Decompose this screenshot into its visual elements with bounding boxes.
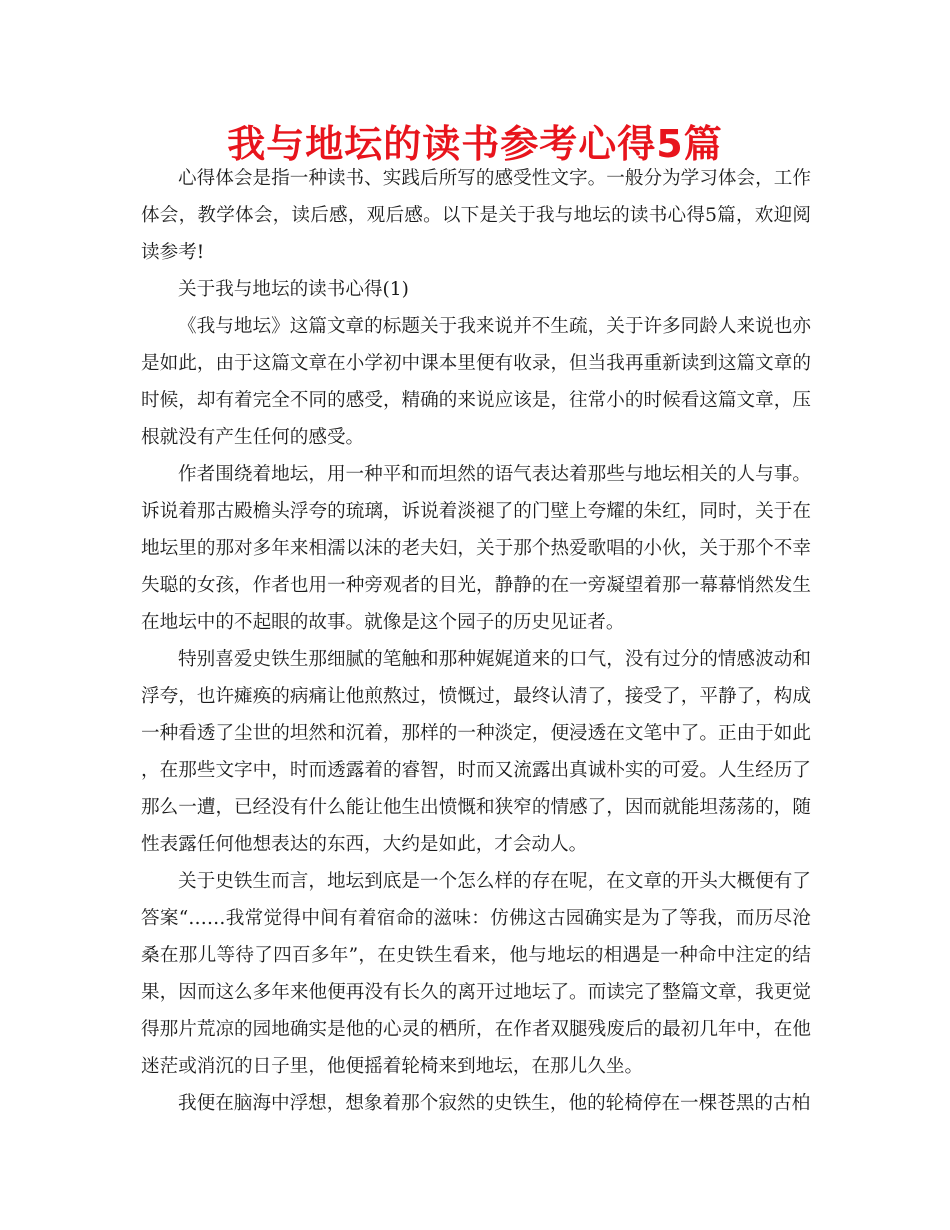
- intro-paragraph: 心得体会是指一种读书、实践后所写的感受性文字。一般分为学习体会，工作体会，教学体会，读后感，观后感。以下是关于我与地坛的读书心得5篇，欢迎阅读参考!: [141, 168, 811, 263]
- body-paragraph: 作者围绕着地坛，用一种平和而坦然的语气表达着那些与地坛相关的人与事。诉说着那古殿檐头浮夸的琉璃，诉说着淡褪了的门壁上夸耀的朱红，同时，关于在地坛里的那对多年来相濡以沫的老夫妇，关于那个热爱歌唱的小伙，关于那个不幸失聪的女孩，作者也用一种旁观者的目光，静静的在一旁凝望着那一幕幕悄然发生在地坛中的不起眼的故事。就像是这个园子的历史见证者。: [141, 464, 811, 633]
- body-paragraph: 我便在脑海中浮想，想象着那个寂然的史铁生，他的轮椅停在一棵苍黑的古柏: [178, 1093, 811, 1114]
- body-paragraph: 关于史铁生而言，地坛到底是一个怎么样的存在呢，在文章的开头大概便有了答案“……我常觉得中间有着宿命的滋味：仿佛这古园确实是为了等我，而历尽沧桑在那儿等待了四百多年”，在史铁生看来，他与地坛的相遇是一种命中注定的结果，因而这么多年来他便再没有长久的离开过地坛了。而读完了整篇文章，我更觉得那片荒凉的园地确实是他的心灵的栖所，在作者双腿残废后的最初几年中，在他迷茫或消沉的日子里，他便摇着轮椅来到地坛，在那儿久坐。: [141, 871, 811, 1077]
- document-body: [141, 160, 811, 1122]
- body-paragraph: 特别喜爱史铁生那细腻的笔触和那种娓娓道来的口气，没有过分的情感波动和浮夸，也许瘫痪的病痛让他煎熬过，愤慨过，最终认清了，接受了，平静了，构成一种看透了尘世的坦然和沉着，那样的一种淡定，便浸透在文笔中了。正由于如此，在那些文字中，时而透露着的睿智，时而又流露出真诚朴实的可爱。人生经历了那么一遭，已经没有什么能让他生出愤慨和狭窄的情感了，因而就能坦荡荡的，随性表露任何他想表达的东西，大约是如此，才会动人。: [141, 649, 811, 855]
- document-title: 我与地坛的读书参考心得5篇: [227, 122, 723, 166]
- section-heading: 关于我与地坛的读书心得(1): [178, 279, 409, 300]
- body-paragraph: 《我与地坛》这篇文章的标题关于我来说并不生疏，关于许多同龄人来说也亦是如此，由于这篇文章在小学初中课本里便有收录，但当我再重新读到这篇文章的时候，却有着完全不同的感受，精确的来说应该是，往常小的时候看这篇文章，压根就没有产生任何的感受。: [141, 316, 811, 448]
